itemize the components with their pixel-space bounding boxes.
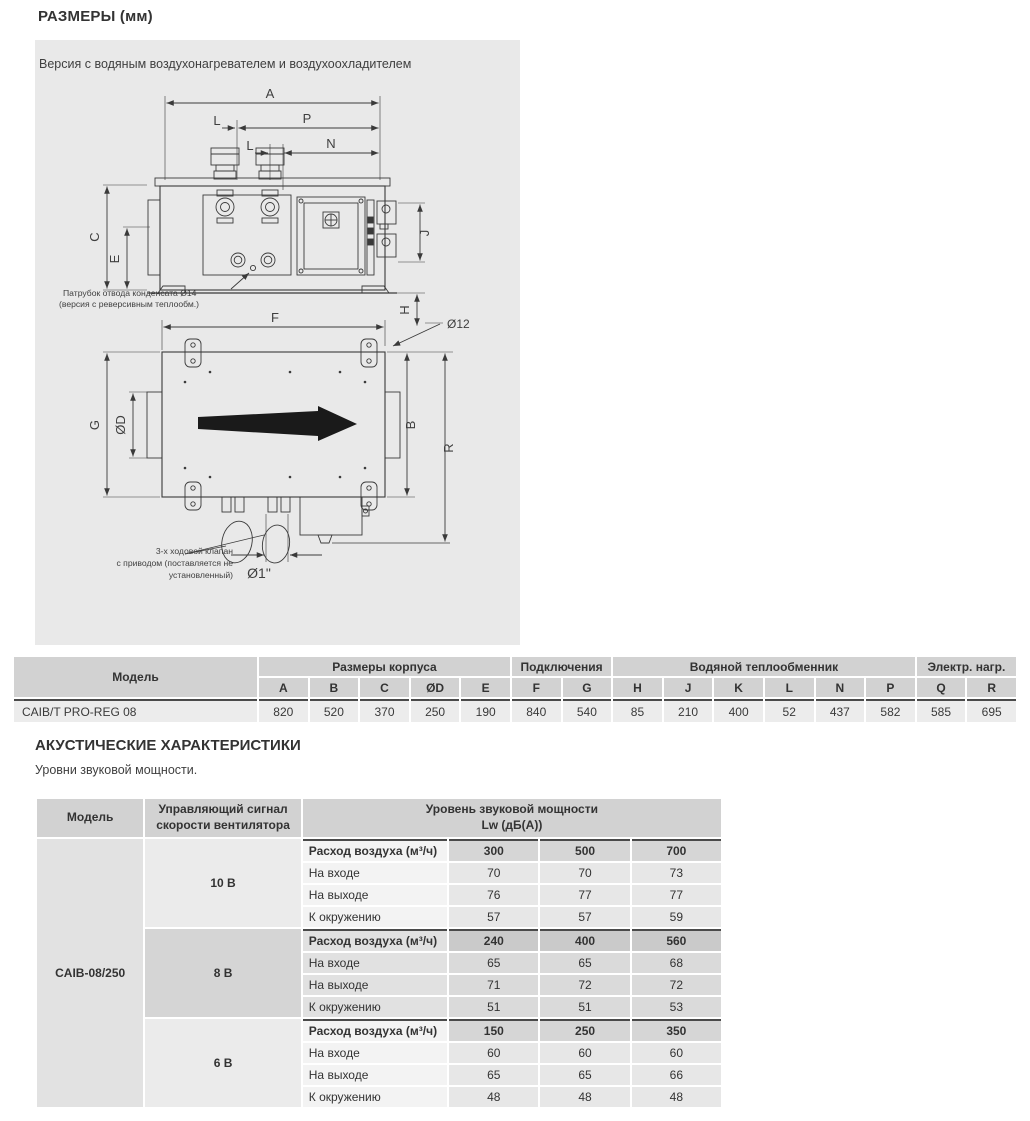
ac-cell: 76 [449,885,538,905]
dims-col-j: J [664,678,713,697]
ac-label-outlet: На выходе [303,975,447,995]
ac-col-lw-line2: Lw (дБ(A)) [481,818,543,832]
ac-cell: 500 [540,839,629,861]
acoustics-title: АКУСТИЧЕСКИЕ ХАРАКТЕРИСТИКИ [35,737,301,754]
dims-value-c: 370 [360,699,409,722]
ac-label-flow: Расход воздуха (м³/ч) [303,1019,447,1041]
ac-cell: 65 [540,1065,629,1085]
dims-col-g: G [563,678,612,697]
ac-cell: 70 [449,863,538,883]
dims-col-b: B [310,678,359,697]
plan-view [103,320,453,566]
dims-col-model: Модель [14,657,257,697]
ac-cell: 300 [449,839,538,861]
condensate-note-line1: Патрубок отвода конденсата Ø14 [63,288,197,298]
dim-c-label: C [87,232,102,242]
dims-col-r: R [967,678,1016,697]
dims-value-r: 695 [967,699,1016,722]
dims-col-c: C [360,678,409,697]
dim-r-label: R [441,443,456,453]
drawing-subtitle: Версия с водяным воздухонагревателем и воздухоохладителем [39,57,412,71]
dims-value-g: 540 [563,699,612,722]
dims-group-connections: Подключения [512,657,611,676]
table-row [14,657,1016,676]
table-row [37,799,721,837]
ac-cell: 73 [632,863,721,883]
dim-e-label: E [107,254,122,264]
dims-model-value: CAIB/T PRO-REG 08 [14,699,257,722]
ac-signal-6v: 6 В [145,1019,300,1107]
ac-signal-8v: 8 В [145,929,300,1017]
valve-note-line3: установленный) [168,570,233,580]
ac-label-ambient: К окружению [303,907,447,927]
ac-cell: 60 [540,1043,629,1063]
ac-cell: 53 [632,997,721,1017]
dims-group-electric: Электр. нагр. [917,657,1016,676]
dim-b-label: B [403,420,418,430]
ac-col-signal-line2: скорости вентилятора [156,818,290,832]
ac-col-signal-line1: Управляющий сигнал [158,802,288,817]
table-row [14,699,1016,722]
dims-col-l: L [765,678,814,697]
dims-value-j: 210 [664,699,713,722]
dim-l-label: L [213,113,221,128]
page-title: РАЗМЕРЫ (мм) [38,8,153,25]
ac-cell: 48 [540,1087,629,1107]
dims-col-n: N [816,678,865,697]
dims-value-b: 520 [310,699,359,722]
ac-cell: 150 [449,1019,538,1041]
three-way-valve [260,523,292,564]
dim-n-label: N [326,136,336,151]
dim-l2-label: L [246,138,254,153]
ac-label-ambient: К окружению [303,1087,447,1107]
ac-cell: 66 [632,1065,721,1085]
ac-cell: 48 [449,1087,538,1107]
ac-label-inlet: На входе [303,953,447,973]
dim-g-label: G [87,419,102,431]
dims-value-f: 840 [512,699,561,722]
ac-cell: 60 [632,1043,721,1063]
ac-cell: 65 [449,953,538,973]
ac-label-outlet: На выходе [303,1065,447,1085]
dim-h-label: H [397,305,412,315]
dims-value-e: 190 [461,699,510,722]
dim-d-label: ØD [113,415,128,435]
dims-col-d: ØD [411,678,460,697]
ac-cell: 60 [449,1043,538,1063]
electric-box [300,497,362,535]
dims-col-f: F [512,678,561,697]
dim-p-label: P [302,111,312,126]
ac-cell: 72 [632,975,721,995]
dims-col-q: Q [917,678,966,697]
dims-value-l: 52 [765,699,814,722]
ac-cell: 560 [632,929,721,951]
ac-label-outlet: На выходе [303,885,447,905]
valve-note-line1: 3-х ходовой клапан [155,546,233,556]
ac-label-inlet: На входе [303,863,447,883]
hole-diameter-label: Ø12 [447,317,470,331]
valve-note-line2: с приводом (поставляется не [116,558,233,568]
ac-cell: 400 [540,929,629,951]
acoustics-subtitle: Уровни звуковой мощности. [35,763,198,777]
ac-col-lw [303,799,721,837]
airflow-arrow [198,406,357,441]
dims-value-a: 820 [259,699,308,722]
dims-col-e: E [461,678,510,697]
technical-drawing [35,40,520,645]
ac-label-inlet: На входе [303,1043,447,1063]
dims-group-body: Размеры корпуса [259,657,510,676]
ac-cell: 70 [540,863,629,883]
dims-value-q: 585 [917,699,966,722]
ac-cell: 77 [632,885,721,905]
ac-label-flow: Расход воздуха (м³/ч) [303,929,447,951]
ac-signal-10v: 10 В [145,839,300,927]
ac-cell: 700 [632,839,721,861]
dims-col-h: H [613,678,662,697]
ac-col-lw-line1: Уровень звуковой мощности [425,802,598,817]
ac-cell: 72 [540,975,629,995]
pipe-diameter-label: Ø1" [247,565,271,581]
dimensions-drawing-panel [35,40,520,645]
ac-cell: 65 [540,953,629,973]
ac-col-signal [145,799,300,837]
ac-model-value: CAIB-08/250 [37,839,143,1107]
ac-cell: 350 [632,1019,721,1041]
dims-col-a: A [259,678,308,697]
dim-a-label: A [265,86,275,101]
ac-cell: 51 [540,997,629,1017]
ac-cell: 68 [632,953,721,973]
ac-cell: 77 [540,885,629,905]
dims-col-p: P [866,678,915,697]
dims-group-water-exchanger: Водяной теплообменник [613,657,915,676]
dims-value-n: 437 [816,699,865,722]
ac-cell: 65 [449,1065,538,1085]
ac-cell: 48 [632,1087,721,1107]
condensate-note-line2: (версия с реверсивным теплообм.) [59,299,200,309]
dims-value-d: 250 [411,699,460,722]
dim-f-label: F [271,310,279,325]
dims-value-p: 582 [866,699,915,722]
ac-col-model: Модель [37,799,143,837]
ac-cell: 240 [449,929,538,951]
ac-cell: 51 [449,997,538,1017]
acoustics-table [35,797,723,1109]
ac-cell: 57 [449,907,538,927]
dimensions-table [12,655,1018,724]
ac-label-ambient: К окружению [303,997,447,1017]
ac-cell: 59 [632,907,721,927]
dims-value-k: 400 [714,699,763,722]
ac-cell: 71 [449,975,538,995]
ac-cell: 57 [540,907,629,927]
ac-label-flow: Расход воздуха (м³/ч) [303,839,447,861]
ac-cell: 250 [540,1019,629,1041]
dims-value-h: 85 [613,699,662,722]
table-row [37,839,721,861]
dims-col-k: K [714,678,763,697]
dim-j-label: J [417,229,432,237]
